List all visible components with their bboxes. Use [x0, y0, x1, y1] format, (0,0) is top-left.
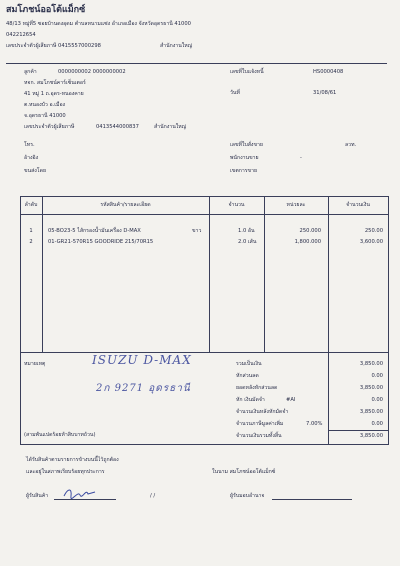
row-desc: 05-BO23-5 ไส้กรองน้ำมันเครื่อง D-MAX: [48, 228, 141, 234]
doc-date-value: 31/08/61: [313, 90, 337, 96]
summary-label: หักส่วนลด: [236, 373, 259, 379]
summary-extra: 7.00%: [306, 421, 323, 427]
summary-label: หัก เงินมัดจำ: [236, 397, 265, 403]
authorized-signature-line: [272, 499, 352, 500]
doc-sales-label: พนักงานขาย: [230, 155, 259, 161]
row-no: 2: [29, 239, 33, 245]
total-divider: [328, 430, 388, 431]
customer-ship-label: ขนส่งโดย: [24, 168, 46, 174]
header-amount: จำนวนเงิน: [346, 202, 370, 208]
receiver-signature: [62, 484, 98, 502]
row-qty: 2.0 เส้น: [238, 239, 257, 245]
doc-no-value: HS0000408: [313, 69, 344, 75]
summary-total: 3,850.00: [359, 433, 383, 439]
company-branch: สำนักงานใหญ่: [160, 43, 193, 49]
footer-note2: และอยู่ในสภาพเรียบร้อยทุกประการ: [26, 469, 105, 475]
table-right-border: [388, 196, 389, 444]
summary-bottom-border: [20, 444, 389, 445]
footer-note1: ได้รับสินค้าตามรายการข้างบนนี้ไว้ถูกต้อง: [26, 457, 119, 463]
customer-addr3: จ.อุดรธานี 41000: [24, 113, 66, 119]
doc-no-label: เลขที่ใบแจ้งหนี้: [230, 69, 264, 75]
handwritten-plate: 2ก 9271 อุดรธานี: [96, 383, 191, 394]
summary-value: 0.00: [371, 397, 383, 403]
table-top-border: [20, 196, 389, 197]
authorized-label: ผู้รับมอบอำนาจ: [230, 493, 265, 499]
company-address: 48/13 หมู่ที่5 ซอยบ้านดงอุดม ตำบลหนามแซ่ง อำเภอเมือง จังหวัดอุดรธานี 41000: [6, 21, 191, 27]
doc-sales-value: -: [300, 155, 302, 161]
customer-tax-value: 0413544000837: [96, 124, 139, 130]
summary-label: รวมเป็นเงิน: [236, 361, 262, 367]
row-note: ขาว: [192, 228, 202, 234]
customer-tax-label: เลขประจำตัวผู้เสียภาษี: [24, 124, 75, 130]
customer-phone-label: โทร.: [24, 142, 35, 148]
col-divider-3: [264, 196, 265, 352]
doc-credit-label: เขตการขาย: [230, 168, 258, 174]
company-tax-id: เลขประจำตัวผู้เสียภาษี 0415557000298: [6, 43, 101, 49]
doc-order-value: ลวท.: [345, 142, 357, 148]
doc-date-label: วันที่: [230, 90, 240, 96]
company-phone: 042212654: [6, 32, 36, 38]
customer-branch: สำนักงานใหญ่: [154, 124, 187, 130]
header-desc: รหัสสินค้า/รายละเอียด: [100, 202, 151, 208]
remark-label: หมายเหตุ: [24, 361, 46, 367]
summary-value: 3,850.00: [359, 361, 383, 367]
summary-label: จำนวนภาษีมูลค่าเพิ่ม: [236, 421, 284, 427]
customer-code-value: 0000000002 0000000002: [58, 69, 126, 75]
on-behalf: ในนาม สมโภชน์ออโต้แม็กซ์: [212, 469, 276, 475]
row-no: 1: [29, 228, 33, 234]
doc-order-label: เลขที่ใบสั่งขาย: [230, 142, 263, 148]
header-no: ลำดับ: [24, 202, 38, 208]
summary-value: 0.00: [371, 373, 383, 379]
company-name: สมโภชน์ออโต้แม็กซ์: [6, 5, 86, 15]
row-desc: 01-GR21-570R15 GOODRIDE 215/70R15: [48, 239, 154, 245]
col-divider-1: [42, 196, 43, 352]
row-price: 250.000: [299, 228, 321, 234]
customer-code-label: ลูกค้า: [24, 69, 37, 75]
customer-addr1: 41 หมู่ 1 ถ.อุดร-หนองคาย: [24, 91, 84, 97]
divider: [6, 63, 387, 64]
summary-value: 0.00: [371, 421, 383, 427]
receiver-date: / /: [150, 493, 156, 499]
customer-ref-label: อ้างอิง: [24, 155, 39, 161]
row-qty: 1.0 อัน: [238, 228, 255, 234]
table-bottom-border: [20, 352, 389, 353]
summary-value: 3,850.00: [359, 385, 383, 391]
handwritten-model: ISUZU D-MAX: [92, 353, 192, 367]
summary-extra: #AI: [286, 397, 296, 403]
summary-label: จำนวนเงินรวมทั้งสิ้น: [236, 433, 282, 439]
header-qty: จำนวน: [228, 202, 245, 208]
summary-label: จำนวนเงินหลังหักมัดจำ: [236, 409, 289, 415]
col-divider-2: [209, 196, 210, 352]
amount-in-words: (สามพันแปดร้อยห้าสิบบาทถ้วน): [24, 432, 96, 438]
customer-name: หจก. สมโภชน์คาร์เซ็นเตอร์: [24, 80, 86, 86]
receiver-label: ผู้รับสินค้า: [26, 493, 49, 499]
header-price: หน่วยละ: [286, 202, 306, 208]
summary-label: ยอดหลังหักส่วนลด: [236, 385, 278, 391]
customer-addr2: ต.หนองบัว อ.เมือง: [24, 102, 66, 108]
summary-value: 3,850.00: [359, 409, 383, 415]
table-header-border: [20, 214, 389, 215]
row-amount: 3,600.00: [359, 239, 383, 245]
row-price: 1,800.000: [294, 239, 321, 245]
row-amount: 250.00: [364, 228, 383, 234]
